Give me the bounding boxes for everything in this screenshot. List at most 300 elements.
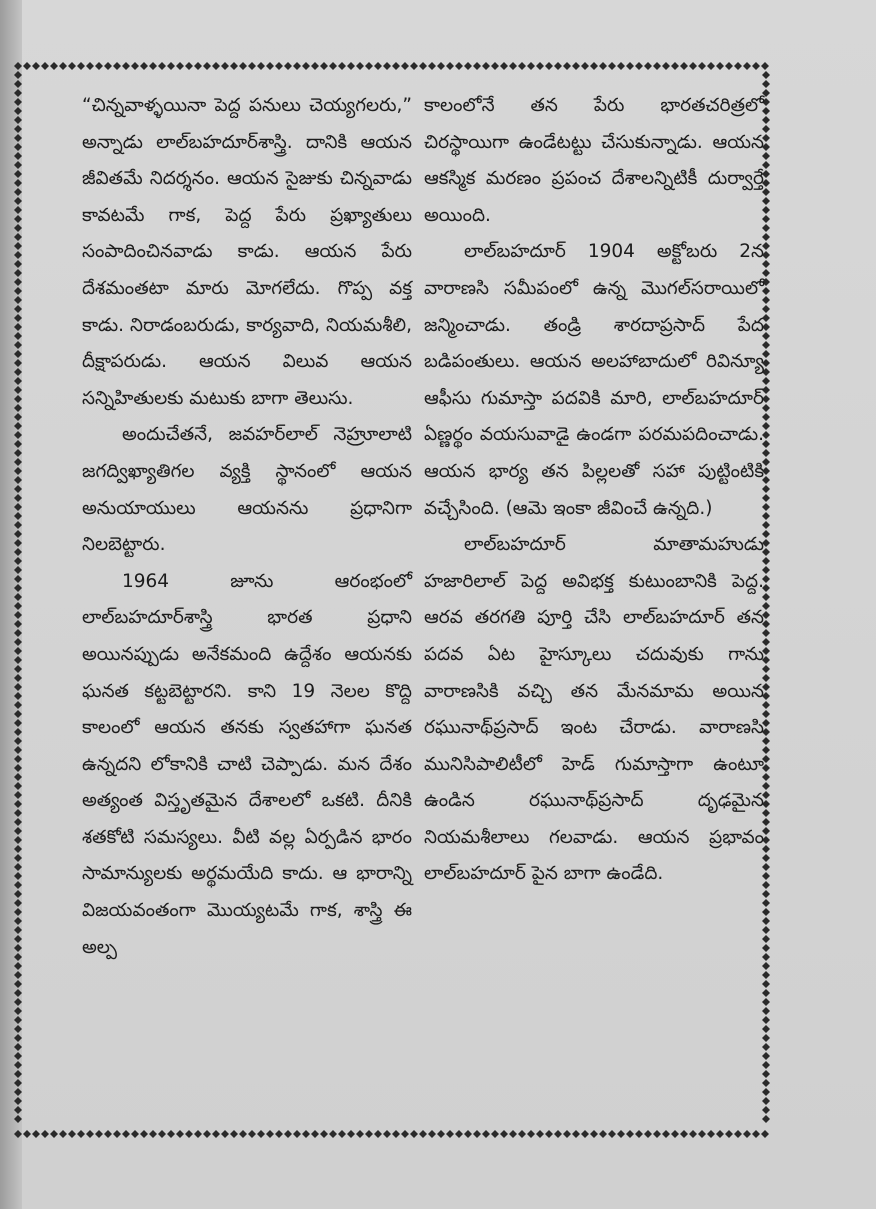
border-diamond xyxy=(14,422,22,430)
border-diamond xyxy=(293,62,301,70)
border-diamond xyxy=(14,935,22,943)
border-diamond xyxy=(762,926,770,934)
border-diamond xyxy=(14,476,22,484)
border-diamond xyxy=(104,62,112,70)
paragraph-6: లాల్‌బహదూర్ మాతామహుడు హజారిలాల్ పెద్ద అవిభక్త కుటుంబానికి పెద్ద. ఆరవ తరగతి పూర్తి చేసి లాల్‌బహదూర్ తన పదవ ఏట హైస్కూలు చదువుకు గాను వారాణసికి వచ్చి తన మేనమామ అయిన రఘునాథ్‌ప్రసాద్ ఇంట చేరాడు. వారాణసి మునిసిపాలిటీలో హెడ్ గుమాస్తాగా ఉంటూ ఉండిన రఘునాథ్‌ప్రసాద్ దృఢమైన నియమశీలాలు గలవాడు. ఆయన ప్రభావం లాల్‌బహదూర్ పైన బాగా ఉండేది. xyxy=(424,534,764,885)
border-diamond xyxy=(14,593,22,601)
border-diamond xyxy=(14,494,22,502)
border-diamond xyxy=(14,413,22,421)
border-diamond xyxy=(446,62,454,70)
border-diamond xyxy=(707,62,715,70)
border-diamond xyxy=(743,1130,751,1138)
border-diamond xyxy=(392,1130,400,1138)
border-diamond xyxy=(14,1088,22,1096)
border-diamond xyxy=(50,1130,58,1138)
border-diamond xyxy=(14,287,22,295)
border-diamond xyxy=(14,170,22,178)
border-diamond xyxy=(14,530,22,538)
border-diamond xyxy=(14,575,22,583)
border-diamond xyxy=(14,512,22,520)
border-diamond xyxy=(762,1034,770,1042)
border-diamond xyxy=(23,62,31,70)
border-diamond xyxy=(428,62,436,70)
border-diamond xyxy=(762,935,770,943)
border-diamond xyxy=(572,62,580,70)
border-diamond xyxy=(185,1130,193,1138)
border-diamond xyxy=(14,989,22,997)
border-diamond xyxy=(608,62,616,70)
border-diamond xyxy=(14,944,22,952)
border-diamond xyxy=(14,899,22,907)
border-diamond xyxy=(14,251,22,259)
border-diamond xyxy=(689,62,697,70)
border-diamond xyxy=(95,1130,103,1138)
border-diamond xyxy=(167,1130,175,1138)
border-diamond xyxy=(275,62,283,70)
border-diamond xyxy=(698,62,706,70)
border-diamond xyxy=(762,962,770,970)
border-diamond xyxy=(563,62,571,70)
border-diamond xyxy=(68,1130,76,1138)
border-diamond xyxy=(14,863,22,871)
border-diamond xyxy=(500,62,508,70)
border-diamond xyxy=(158,62,166,70)
left-text-column xyxy=(82,88,412,966)
border-diamond xyxy=(762,1079,770,1087)
border-diamond xyxy=(14,1043,22,1051)
border-diamond xyxy=(14,719,22,727)
border-diamond xyxy=(374,1130,382,1138)
border-diamond xyxy=(14,485,22,493)
border-diamond xyxy=(320,1130,328,1138)
border-diamond xyxy=(14,692,22,700)
border-diamond xyxy=(14,917,22,925)
border-diamond xyxy=(464,1130,472,1138)
border-diamond xyxy=(752,1130,760,1138)
border-diamond xyxy=(365,62,373,70)
border-diamond xyxy=(644,1130,652,1138)
border-diamond xyxy=(14,638,22,646)
border-diamond xyxy=(707,1130,715,1138)
border-diamond xyxy=(14,206,22,214)
border-diamond xyxy=(230,1130,238,1138)
border-diamond xyxy=(230,62,238,70)
border-diamond xyxy=(761,62,769,70)
border-diamond xyxy=(635,1130,643,1138)
border-diamond xyxy=(473,62,481,70)
border-diamond xyxy=(77,62,85,70)
border-diamond xyxy=(527,62,535,70)
border-diamond xyxy=(419,1130,427,1138)
border-diamond xyxy=(14,107,22,115)
border-diamond xyxy=(14,980,22,988)
border-diamond xyxy=(762,1025,770,1033)
border-diamond xyxy=(563,1130,571,1138)
border-diamond xyxy=(329,1130,337,1138)
border-diamond xyxy=(446,1130,454,1138)
border-diamond xyxy=(14,728,22,736)
border-diamond xyxy=(14,197,22,205)
border-diamond xyxy=(762,989,770,997)
border-diamond xyxy=(14,953,22,961)
border-diamond xyxy=(14,152,22,160)
border-diamond xyxy=(14,440,22,448)
border-diamond xyxy=(239,62,247,70)
border-diamond xyxy=(14,521,22,529)
border-diamond xyxy=(257,62,265,70)
border-diamond xyxy=(14,314,22,322)
border-diamond xyxy=(14,773,22,781)
border-diamond xyxy=(41,1130,49,1138)
border-diamond xyxy=(203,62,211,70)
border-diamond xyxy=(671,62,679,70)
border-diamond xyxy=(762,1088,770,1096)
border-diamond xyxy=(14,710,22,718)
border-diamond xyxy=(329,62,337,70)
border-diamond xyxy=(338,1130,346,1138)
border-diamond xyxy=(626,62,634,70)
border-diamond xyxy=(338,62,346,70)
border-diamond xyxy=(86,62,94,70)
border-diamond xyxy=(734,62,742,70)
border-diamond xyxy=(14,629,22,637)
border-diamond xyxy=(762,1115,770,1123)
border-diamond xyxy=(122,1130,130,1138)
border-diamond xyxy=(482,62,490,70)
border-diamond xyxy=(762,971,770,979)
border-diamond xyxy=(635,62,643,70)
border-diamond xyxy=(14,98,22,106)
border-diamond xyxy=(761,1130,769,1138)
border-diamond xyxy=(14,188,22,196)
border-diamond xyxy=(762,908,770,916)
border-diamond xyxy=(527,1130,535,1138)
border-diamond xyxy=(14,1070,22,1078)
border-diamond xyxy=(617,62,625,70)
border-diamond xyxy=(23,1130,31,1138)
border-diamond xyxy=(14,377,22,385)
border-diamond xyxy=(410,62,418,70)
border-diamond xyxy=(14,242,22,250)
border-diamond xyxy=(437,62,445,70)
border-diamond xyxy=(14,791,22,799)
border-diamond xyxy=(762,1007,770,1015)
paragraph-1: “చిన్నవాళ్ళయినా పెద్ద పనులు చెయ్యగలరు,” అన్నాడు లాల్‌బహదూర్‌శాస్త్రి. దానికి ఆయన జీవితమే నిదర్శనం. ఆయన సైజుకు చిన్నవాడు కావటమే గాక, పెద్ద పేరు ప్రఖ్యాతులు సంపాదించినవాడు కాడు. ఆయన పేరు దేశమంతటా మారు మోగలేదు. గొప్ప వక్త కాడు. నిరాడంబరుడు, కార్యవాది, నియమశీలి, దీక్షాపరుడు. ఆయన విలువ ఆయన సన్నిహితులకు మటుకు బాగా తెలుసు. xyxy=(82,95,412,409)
border-diamond xyxy=(77,1130,85,1138)
border-diamond xyxy=(590,62,598,70)
border-diamond xyxy=(762,1070,770,1078)
border-diamond xyxy=(14,701,22,709)
border-diamond xyxy=(212,62,220,70)
border-diamond xyxy=(14,269,22,277)
border-diamond xyxy=(14,1079,22,1087)
border-diamond xyxy=(14,557,22,565)
border-diamond xyxy=(14,305,22,313)
border-diamond xyxy=(455,62,463,70)
border-diamond xyxy=(14,926,22,934)
border-diamond xyxy=(509,1130,517,1138)
border-diamond xyxy=(248,62,256,70)
border-diamond xyxy=(356,1130,364,1138)
border-diamond xyxy=(752,62,760,70)
border-diamond xyxy=(14,539,22,547)
border-diamond xyxy=(509,62,517,70)
border-diamond xyxy=(762,899,770,907)
border-diamond xyxy=(725,62,733,70)
border-diamond xyxy=(644,62,652,70)
border-diamond xyxy=(158,1130,166,1138)
border-diamond xyxy=(14,674,22,682)
paragraph-5: లాల్‌బహదూర్ 1904 అక్టోబరు 2న వారాణసి సమీపంలో ఉన్న మొగల్‌సరాయిలో జన్మించాడు. తండ్రి శారదాప్రసాద్ పేద బడిపంతులు. ఆయన అలహాబాదులో రివిన్యూ ఆఫీసు గుమాస్తా పదవికి మారి, లాల్‌బహదూర్ ఏణ్ణర్థం వయసువాడై ఉండగా పరమపదించాడు. ఆయన భార్య తన పిల్లలతో సహా పుట్టింటికి వచ్చేసింది. (ఆమె ఇంకా జీవించే ఉన్నది.) xyxy=(424,241,764,519)
border-diamond xyxy=(149,1130,157,1138)
border-diamond xyxy=(284,62,292,70)
border-diamond xyxy=(14,1097,22,1105)
border-diamond xyxy=(14,782,22,790)
border-diamond xyxy=(14,908,22,916)
border-diamond xyxy=(762,980,770,988)
border-diamond xyxy=(762,71,770,79)
border-diamond xyxy=(167,62,175,70)
border-diamond xyxy=(14,161,22,169)
border-diamond xyxy=(762,944,770,952)
border-diamond xyxy=(302,1130,310,1138)
border-diamond xyxy=(14,620,22,628)
border-diamond xyxy=(14,215,22,223)
border-diamond xyxy=(59,1130,67,1138)
border-diamond xyxy=(419,62,427,70)
border-diamond xyxy=(14,800,22,808)
border-diamond xyxy=(14,467,22,475)
border-diamond xyxy=(554,62,562,70)
border-diamond xyxy=(762,998,770,1006)
paragraph-3: 1964 జూను ఆరంభంలో లాల్‌బహదూర్‌శాస్త్రి భారత ప్రధాని అయినప్పుడు అనేకమంది ఉద్దేశం ఆయనకు ఘనత కట్టబెట్టారని. కాని 19 నెలల కొద్ది కాలంలో ఆయన తనకు స్వతహాగా ఘనత ఉన్నదని లోకానికి చాటి చెప్పాడు. మన దేశం అత్యంత విస్తృతమైన దేశాలలో ఒకటి. దీనికి శతకోటి సమస్యలు. వీటి వల్ల ఏర్పడిన భారం సామాన్యులకు అర్థమయేది కాదు. ఆ భారాన్ని విజయవంతంగా మొయ్యటమే గాక, శాస్త్రి ఈ అల్ప xyxy=(82,570,412,958)
border-diamond xyxy=(392,62,400,70)
border-diamond xyxy=(320,62,328,70)
border-diamond xyxy=(131,1130,139,1138)
border-diamond xyxy=(14,278,22,286)
border-diamond xyxy=(14,143,22,151)
border-diamond xyxy=(356,62,364,70)
border-diamond xyxy=(671,1130,679,1138)
border-diamond xyxy=(581,1130,589,1138)
border-diamond xyxy=(41,62,49,70)
border-diamond xyxy=(14,854,22,862)
border-diamond xyxy=(14,1034,22,1042)
border-diamond xyxy=(347,1130,355,1138)
border-diamond xyxy=(257,1130,265,1138)
border-diamond xyxy=(14,1106,22,1114)
border-diamond xyxy=(113,1130,121,1138)
border-diamond xyxy=(518,1130,526,1138)
border-diamond xyxy=(734,1130,742,1138)
border-diamond xyxy=(176,1130,184,1138)
border-diamond xyxy=(762,953,770,961)
border-diamond xyxy=(662,62,670,70)
border-diamond xyxy=(131,62,139,70)
border-diamond xyxy=(590,1130,598,1138)
border-diamond xyxy=(14,647,22,655)
border-diamond xyxy=(194,62,202,70)
border-diamond xyxy=(140,62,148,70)
border-diamond xyxy=(626,1130,634,1138)
border-diamond xyxy=(545,62,553,70)
border-diamond xyxy=(743,62,751,70)
border-diamond xyxy=(401,62,409,70)
border-diamond xyxy=(482,1130,490,1138)
border-diamond xyxy=(762,1052,770,1060)
border-diamond xyxy=(68,62,76,70)
border-diamond xyxy=(680,1130,688,1138)
border-diamond xyxy=(14,764,22,772)
border-diamond xyxy=(14,224,22,232)
border-diamond xyxy=(95,62,103,70)
border-diamond xyxy=(572,1130,580,1138)
border-diamond xyxy=(14,1130,22,1138)
right-text-column xyxy=(424,88,764,893)
border-diamond xyxy=(14,1061,22,1069)
border-diamond xyxy=(248,1130,256,1138)
border-diamond xyxy=(716,1130,724,1138)
border-diamond xyxy=(14,62,22,70)
border-diamond xyxy=(680,62,688,70)
border-diamond xyxy=(599,1130,607,1138)
border-diamond xyxy=(14,89,22,97)
border-diamond xyxy=(428,1130,436,1138)
border-diamond xyxy=(14,233,22,241)
border-diamond xyxy=(14,449,22,457)
border-diamond xyxy=(762,80,770,88)
border-diamond xyxy=(14,1016,22,1024)
border-diamond xyxy=(365,1130,373,1138)
border-diamond xyxy=(50,62,58,70)
border-diamond xyxy=(653,1130,661,1138)
border-diamond xyxy=(113,62,121,70)
border-diamond xyxy=(14,602,22,610)
border-diamond xyxy=(32,62,40,70)
border-diamond xyxy=(500,1130,508,1138)
border-diamond xyxy=(14,971,22,979)
border-diamond xyxy=(725,1130,733,1138)
border-diamond xyxy=(14,683,22,691)
border-diamond xyxy=(689,1130,697,1138)
border-diamond xyxy=(762,1016,770,1024)
border-diamond xyxy=(140,1130,148,1138)
paragraph-2: అందుచేతనే, జవహర్‌లాల్‌ నెహ్రూలాటి జగద్విఖ్యాతిగల వ్యక్తి స్థానంలో ఆయన అనుయాయులు ఆయనను ప్రధానిగా నిలబెట్టారు. xyxy=(82,424,412,556)
border-diamond xyxy=(608,1130,616,1138)
border-diamond xyxy=(14,818,22,826)
border-diamond xyxy=(14,746,22,754)
border-diamond xyxy=(14,737,22,745)
border-diamond xyxy=(581,62,589,70)
border-diamond xyxy=(59,62,67,70)
border-diamond xyxy=(14,359,22,367)
border-diamond xyxy=(14,332,22,340)
border-diamond xyxy=(122,62,130,70)
border-diamond xyxy=(194,1130,202,1138)
border-diamond xyxy=(14,665,22,673)
border-diamond xyxy=(302,62,310,70)
border-diamond xyxy=(14,296,22,304)
border-diamond xyxy=(203,1130,211,1138)
border-diamond xyxy=(599,62,607,70)
border-diamond xyxy=(14,458,22,466)
border-diamond xyxy=(14,125,22,133)
border-diamond xyxy=(491,62,499,70)
border-diamond xyxy=(491,1130,499,1138)
border-diamond xyxy=(762,1061,770,1069)
border-diamond xyxy=(86,1130,94,1138)
border-diamond xyxy=(14,179,22,187)
border-diamond xyxy=(239,1130,247,1138)
border-diamond xyxy=(275,1130,283,1138)
border-diamond xyxy=(762,1106,770,1114)
border-diamond xyxy=(14,350,22,358)
border-diamond xyxy=(716,62,724,70)
border-diamond xyxy=(14,1007,22,1015)
border-diamond xyxy=(14,260,22,268)
border-diamond xyxy=(149,62,157,70)
border-diamond xyxy=(14,395,22,403)
border-diamond xyxy=(14,1115,22,1123)
border-diamond xyxy=(545,1130,553,1138)
border-diamond xyxy=(32,1130,40,1138)
border-diamond xyxy=(14,80,22,88)
border-diamond xyxy=(14,566,22,574)
border-diamond xyxy=(401,1130,409,1138)
border-diamond xyxy=(293,1130,301,1138)
border-diamond xyxy=(14,881,22,889)
border-diamond xyxy=(14,431,22,439)
border-diamond xyxy=(221,1130,229,1138)
border-diamond xyxy=(14,845,22,853)
border-diamond xyxy=(14,1025,22,1033)
border-diamond xyxy=(14,584,22,592)
border-diamond xyxy=(266,1130,274,1138)
border-diamond xyxy=(284,1130,292,1138)
border-diamond xyxy=(518,62,526,70)
border-diamond xyxy=(762,1043,770,1051)
border-diamond xyxy=(374,62,382,70)
border-diamond xyxy=(14,836,22,844)
border-diamond xyxy=(185,62,193,70)
border-diamond xyxy=(617,1130,625,1138)
border-diamond xyxy=(266,62,274,70)
border-diamond xyxy=(14,890,22,898)
border-diamond xyxy=(14,323,22,331)
border-diamond xyxy=(437,1130,445,1138)
border-diamond xyxy=(14,656,22,664)
border-diamond xyxy=(455,1130,463,1138)
border-diamond xyxy=(554,1130,562,1138)
border-diamond xyxy=(14,368,22,376)
border-diamond xyxy=(14,341,22,349)
border-diamond xyxy=(212,1130,220,1138)
border-diamond xyxy=(653,62,661,70)
paragraph-4: కాలంలోనే తన పేరు భారతచరిత్రలో చిరస్థాయిగా ఉండేటట్టు చేసుకున్నాడు. ఆయన ఆకస్మిక మరణం ప్రపంచ దేశాలన్నిటికీ దుర్వార్తే అయింది. xyxy=(424,95,764,226)
border-diamond xyxy=(14,611,22,619)
border-diamond xyxy=(14,404,22,412)
border-diamond xyxy=(762,1097,770,1105)
border-diamond xyxy=(221,62,229,70)
border-diamond xyxy=(14,548,22,556)
border-diamond xyxy=(536,1130,544,1138)
border-diamond xyxy=(14,755,22,763)
border-diamond xyxy=(536,62,544,70)
border-diamond xyxy=(383,62,391,70)
border-diamond xyxy=(14,809,22,817)
border-diamond xyxy=(762,917,770,925)
border-diamond xyxy=(14,872,22,880)
